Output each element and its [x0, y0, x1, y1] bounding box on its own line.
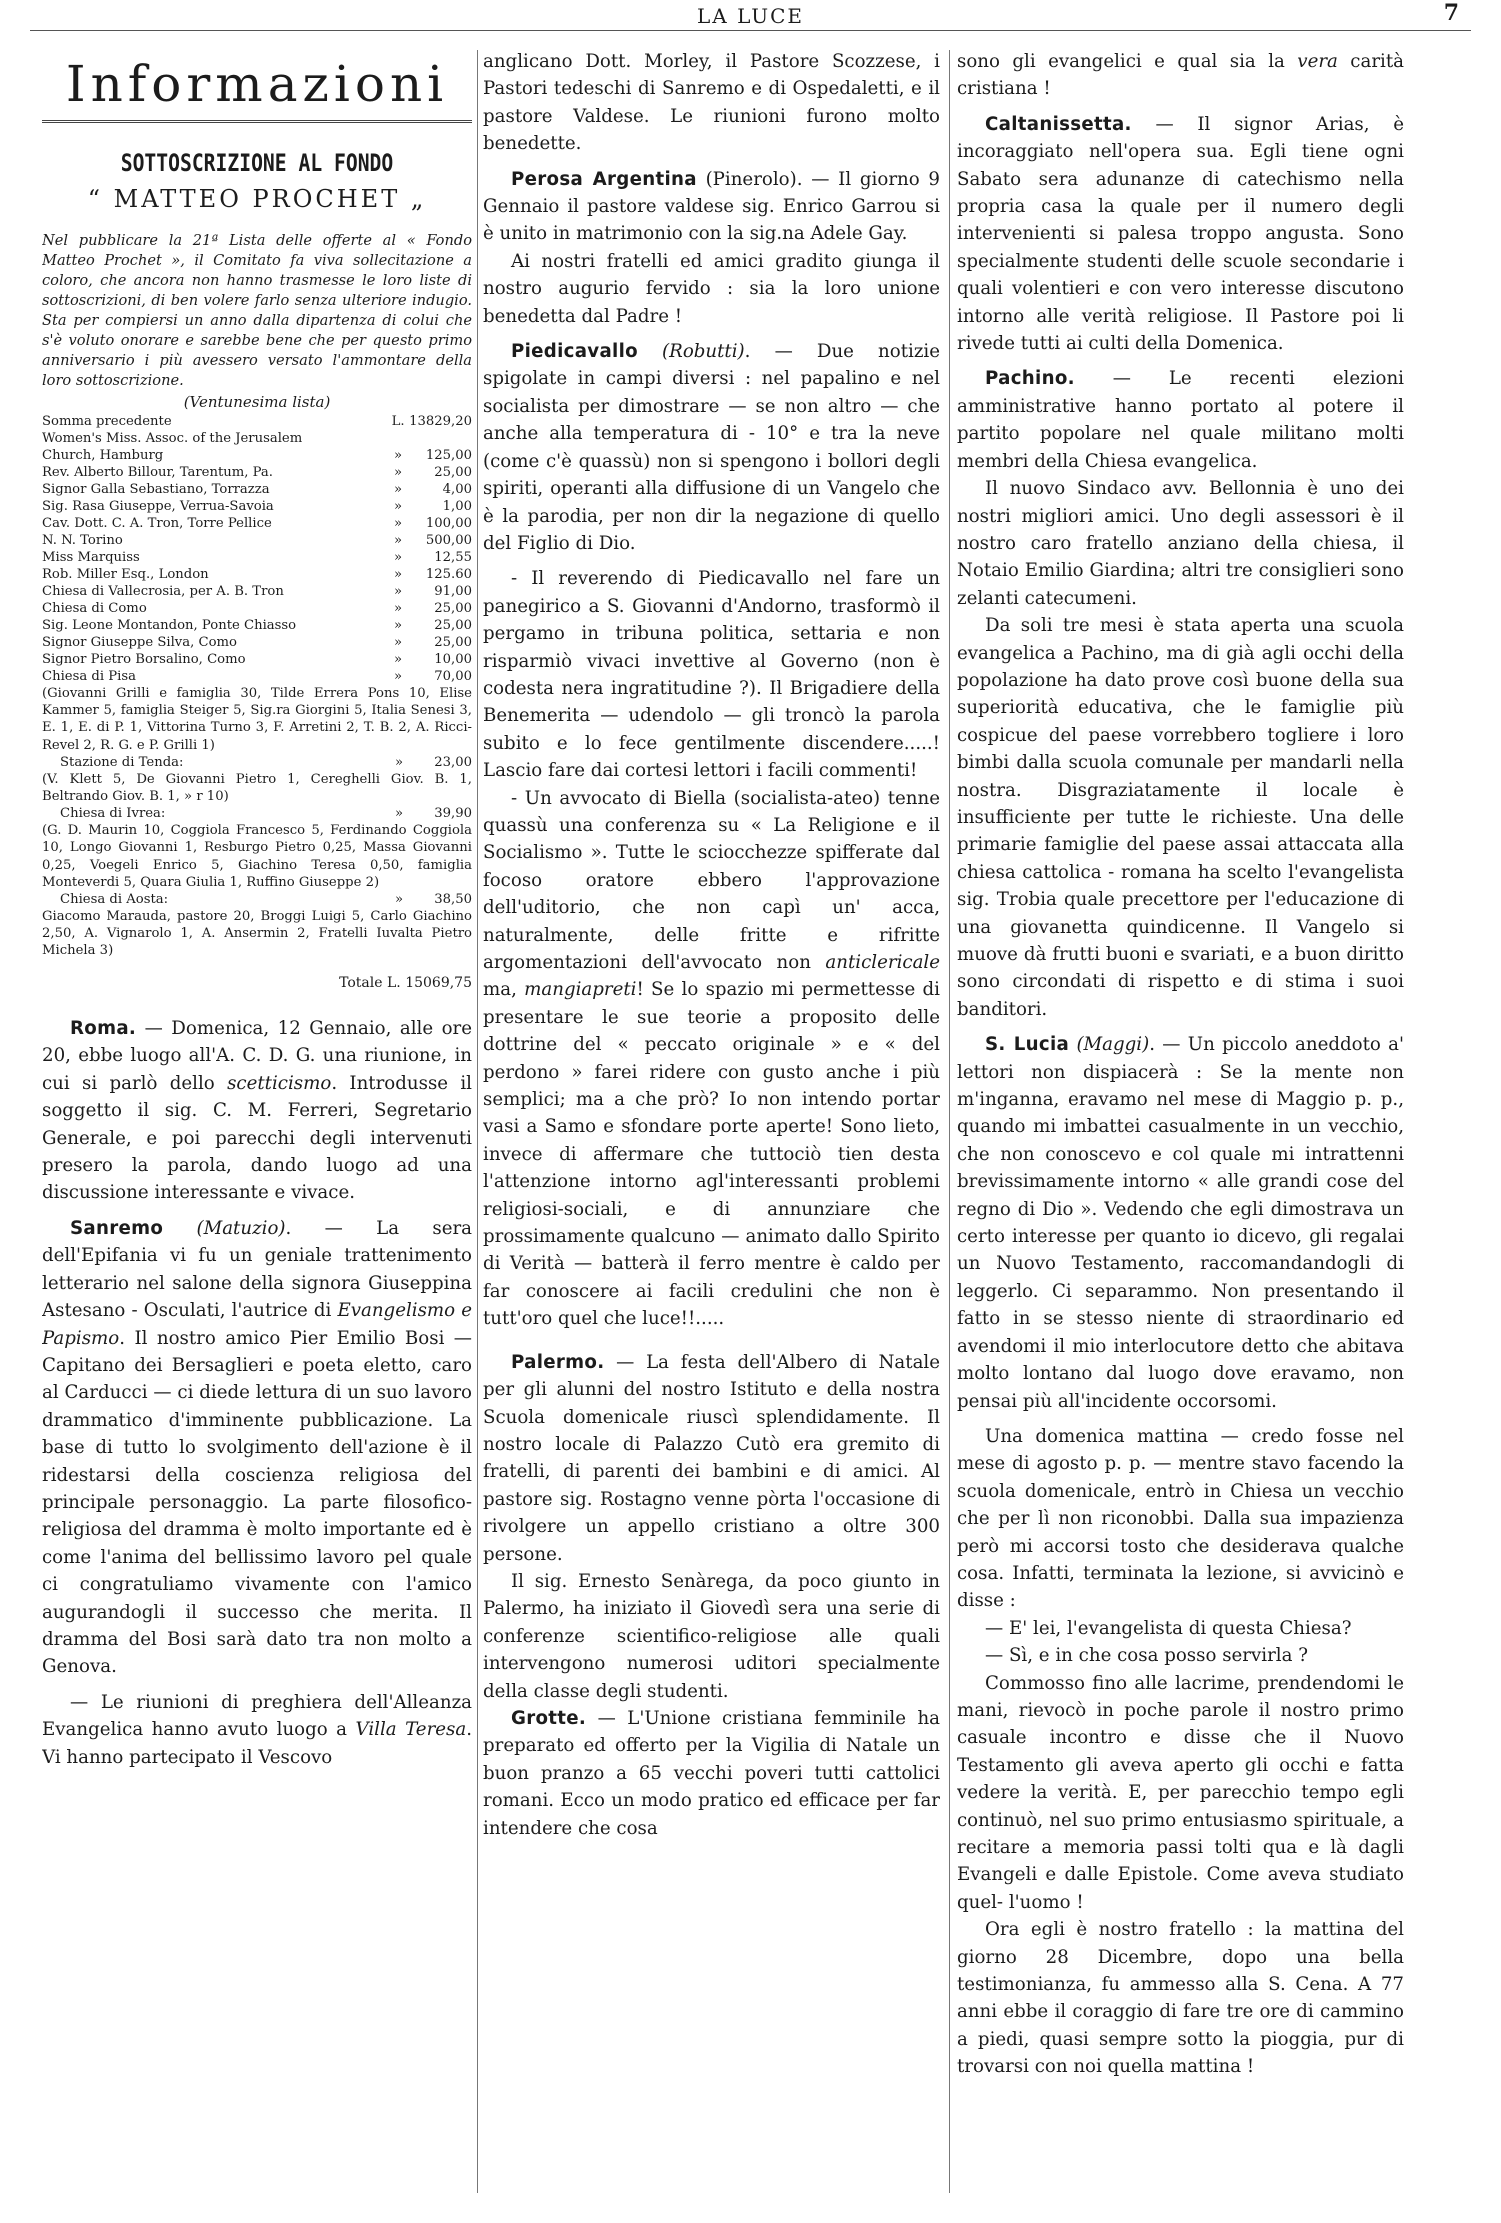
page-header	[0, 0, 1501, 36]
table-row	[42, 668, 472, 685]
donor-name: Sig. Rasa Giuseppe, Verrua-Savoia	[42, 499, 274, 514]
donation-amount: 23,00	[434, 754, 472, 770]
ditto-mark: »	[394, 754, 404, 770]
donation-amount: 12,55	[434, 550, 472, 565]
news-continued	[957, 48, 1404, 103]
place-heading: Sanremo	[70, 1217, 164, 1239]
column-divider	[949, 50, 950, 2193]
table-row	[42, 430, 472, 447]
donation-amount: 25,00	[434, 465, 472, 480]
donation-amount: 500,00	[425, 533, 472, 548]
donor-name: Chiesa di Aosta:	[60, 892, 169, 908]
donation-amount: 25,00	[434, 635, 472, 650]
news-text: ! Se lo spazio mi permettesse di presentare le sue teorie a proposito delle dottrine del « peccato originale » e « del perdono » farei ridere con gusto anche i più semplici; ma a che prò? Io non intendo portar vasi a Samo e sfondare porte aperte! Sono lieto, invece di affermare che tuttociò tien desta l'attenzione intorno agl'interessanti problemi religiosi-sociali, e di annunziare che prossimamente qualcuno — animato dallo Spirito di Verità — batterà il ferro mentre è caldo per far conoscere ai facili credulini che non è tutt'oro quel che luce!!.....	[483, 979, 940, 1330]
news-text: sono gli evangelici e qual sia la	[957, 51, 1298, 72]
donor-name: Chiesa di Ivrea:	[60, 806, 166, 822]
donor-name: N. N. Torino	[42, 533, 123, 548]
ditto-mark: »	[394, 652, 403, 667]
donor-name: Rob. Miller Esq., London	[42, 567, 209, 582]
news-continued: anglicano Dott. Morley, il Pastore Scozzese, i Pastori tedeschi di Sanremo e di Ospedaletti, e il pastore Valdese. Le riunioni furono molto benedette.	[483, 51, 940, 155]
news-paragraph: Una domenica mattina — credo fosse nel mese di agosto p. p. — mentre stavo facendo la scuola domenicale, entrò in Chiesa un vecchio che per lì non riconobbi. Dalla sua impazienza però mi accorsi tosto che desiderava qualche cosa. Infatti, terminata la lezione, si avvicinò e disse :	[957, 1425, 1404, 1612]
donation-amount: 10,00	[434, 652, 472, 667]
place-heading: Grotte.	[511, 1707, 587, 1729]
place-heading: Piedicavallo	[511, 341, 638, 363]
news-text: — Le riunioni di preghiera dell'Alleanza Evangelica hanno avuto luogo a	[42, 1691, 472, 1741]
place-heading: Caltanissetta.	[985, 113, 1132, 135]
donor-name: Rev. Alberto Billour, Tarentum, Pa.	[42, 465, 273, 480]
table-row	[42, 891, 472, 908]
news-grotte	[483, 1705, 940, 1842]
news-text: — La festa dell'Albero di Natale per gli alunni del nostro Istituto e della nostra Scuola domenicale riuscì splendidamente. Il nostro locale di Palazzo Cutò era gremito di fratelli, di parenti dei bambini e di amici. Al pastore sig. Rostagno venne pòrta l'occasione di rivolgere un appello cristiano a oltre 300 persone.	[483, 1351, 940, 1565]
header-rule	[30, 30, 1471, 31]
news-text: - Un avvocato di Biella (socialista-ateo) tenne quassù una conferenza su « La Religione e il Socialismo ». Tutte le sciocchezze spifferate dal focoso oratore ebbero l'approvazione dell'uditorio, che non capì un' acca, naturalmente, delle fritte e rifritte argomentazioni dell'avvocato non	[483, 787, 940, 973]
ditto-mark: »	[394, 499, 403, 514]
donation-amount: 25,00	[434, 601, 472, 616]
news-paragraph: Ora egli è nostro fratello : la mattina del giorno 28 Dicembre, dopo una bella testimonianza, fu ammesso alla S. Cena. A 77 anni ebbe il coraggio di fare tre ore di cammino a piedi, quasi sempre sotto la pioggia, pur di trovarsi con noi quella mattina !	[957, 1919, 1404, 2078]
news-perosa	[483, 166, 940, 248]
place-heading: Pachino.	[985, 368, 1075, 390]
ditto-mark: »	[394, 892, 404, 908]
table-row	[42, 754, 472, 771]
donor-name: Chiesa di Como	[42, 601, 147, 616]
news-text: ma,	[483, 979, 525, 1001]
news-italic: Villa Teresa	[355, 1719, 467, 1741]
page-number: 7	[1443, 0, 1459, 26]
subscription-intro: Nel pubblicare la 21ª Lista delle offerte al « Fondo Matteo Prochet », il Comitato fa viva sollecitazione a coloro, che ancora non hanno trasmesse le loro liste di sottoscrizioni, di ben volere farlo senza ulteriore indugio. Sta per compiersi un anno dalla dipartenza di colui che s'è voluto onorare e sarebbe bene che per questo primo anniversario i più avessero versato l'ammontare della loro sottoscrizione.	[42, 232, 472, 389]
news-roma	[42, 1015, 472, 1207]
news-text: — Il signor Arias, è incoraggiato nell'opera sua. Egli tiene ogni Sabato sera adunanze di catechismo nella propria casa la quale per il numero degli intervenienti si palesa troppo angusta. Sono specialmente studenti delle scuole secondarie i quali volentieri e con vero interesse discutono intorno alle verità religiose. Il Pastore poi li rivede tutti ai culti della Domenica.	[957, 113, 1404, 355]
donation-amount: 13829,20	[409, 414, 472, 429]
news-paragraph: Il nuovo Sindaco avv. Bellonnia è uno dei nostri migliori amici. Uno degli assessori è il nostro caro fratello anziano della chiesa, il Notaio Emilio Giardina; altri tre consiglieri sono zelanti catecumeni.	[957, 478, 1404, 609]
donor-name: Stazione di Tenda:	[60, 754, 184, 770]
donor-name: Miss Marquiss	[42, 550, 140, 565]
donation-table	[42, 754, 472, 771]
place-heading: S. Lucia	[985, 1034, 1070, 1056]
table-row	[42, 515, 472, 532]
news-santa-lucia	[957, 1031, 1404, 1415]
table-row	[42, 464, 472, 481]
donation-note: (V. Klett 5, De Giovanni Pietro 1, Cereghelli Giov. B. 1, Beltrando Giov. B. 1, » r 10)	[42, 771, 472, 805]
news-paragraph	[483, 785, 940, 1333]
news-italic: anticlericale	[825, 952, 940, 973]
news-text: . Il nostro amico Pier Emilio Bosi — Capitano dei Bersaglieri e poeta eletto, caro al Carducci — ci diede lettura di un suo lavoro drammatico d'imminente pubblicazione. La base di tutto lo svolgimento dell'azione è il ridestarsi della coscienza religiosa del principale personaggio. La parte filosofico-religiosa del dramma è molto importante ed è come l'anima del bellissimo lavoro pel quale ci congratuliamo vivamente con l'amico augurandogli il successo che merita. Il dramma del Bosi sarà dato tra non molto a Genova.	[42, 1327, 472, 1678]
table-row	[42, 532, 472, 549]
ditto-mark: »	[394, 465, 403, 480]
correspondent: (Matuzio)	[196, 1217, 286, 1239]
table-row	[42, 617, 472, 634]
donor-name: Signor Galla Sebastiano, Torrazza	[42, 482, 270, 497]
table-row	[42, 651, 472, 668]
subscription-heading: SOTTOSCRIZIONE AL FONDO	[120, 149, 394, 177]
news-text: — Le recenti elezioni amministrative hanno portato al potere il partito popolare nel quale militano molti membri della Chiesa evangelica.	[957, 368, 1404, 472]
donor-name: Signor Giuseppe Silva, Como	[42, 635, 237, 650]
ditto-mark: »	[394, 601, 403, 616]
donor-name: Cav. Dott. C. A. Tron, Torre Pellice	[42, 516, 272, 531]
news-pachino	[957, 365, 1404, 475]
correspondent: (Maggi)	[1076, 1034, 1150, 1056]
news-palermo	[483, 1349, 940, 1568]
donation-amount: 125.60	[425, 567, 472, 582]
ditto-mark: »	[394, 567, 403, 582]
subscription-fund-name: “ MATTEO PROCHET „	[87, 185, 427, 213]
table-row	[42, 549, 472, 566]
news-text: carità cristiana !	[957, 51, 1404, 100]
ditto-mark: »	[394, 482, 403, 497]
ditto-mark	[387, 430, 409, 447]
donation-amount: 39,90	[434, 806, 472, 822]
donation-note: (G. D. Maurin 10, Coggiola Francesco 5, Ferdinando Coggiola 10, Longo Giovanni 1, Resburgo Pietro 0,25, Massa Giovanni 0,25, Voegeli Enrico 5, Giachino Teresa 0,50, famiglia Monteverdi 5, Quara Giulia 1, Ruffino Giuseppe 2)	[42, 823, 472, 890]
donation-amount: 25,00	[434, 618, 472, 633]
donor-name: Chiesa di Pisa	[42, 669, 136, 684]
news-paragraph: — E' lei, l'evangelista di questa Chiesa?	[985, 1617, 1352, 1639]
donation-amount: 125,00	[425, 448, 472, 463]
donation-table	[42, 891, 472, 908]
donation-amount	[409, 430, 472, 447]
table-row	[42, 634, 472, 651]
place-heading: Roma.	[70, 1018, 137, 1040]
news-paragraph: Commosso fino alle lacrime, prendendomi le mani, rievocò in poche parole il nostro primo casuale incontro e disse che il Nuovo Testamento gli aveva aperto gli occhi e fatta vedere la verità. E, per parecchio tempo egli continuò, nel suo primo entusiasmo spirituale, a recitare a memoria passi tolti qua e là dagli Evangeli e dalle Epistole. Come aveva studiato quel- l'uomo !	[957, 1672, 1404, 1913]
place-heading: Palermo.	[511, 1351, 605, 1373]
list-title: (Ventunesima lista)	[183, 393, 331, 411]
news-paragraph: Il sig. Ernesto Senàrega, da poco giunto in Palermo, ha iniziato il Giovedì sera una serie di conferenze scientifico-religiose alle quali intervengono numerosi uditori specialmente della classe degli studenti.	[483, 1570, 940, 1702]
table-row	[42, 566, 472, 583]
news-text: (Pinerolo). — Il giorno 9 Gennaio il pastore valdese sig. Enrico Garrou si è unito in matrimonio con la sig.na Adele Gay.	[483, 168, 940, 245]
ditto-mark: L.	[391, 414, 405, 429]
donation-amount: 100,00	[425, 516, 472, 531]
news-paragraph: Ai nostri fratelli ed amici gradito giunga il nostro augurio fervido : sia la loro unione benedetta dal Padre !	[483, 250, 940, 327]
table-row	[42, 447, 472, 464]
ditto-mark: »	[394, 550, 403, 565]
ditto-mark: »	[394, 533, 403, 548]
news-text: . Vi hanno partecipato il Vescovo	[42, 1719, 472, 1768]
donation-table	[42, 805, 472, 822]
news-paragraph: - Il reverendo di Piedicavallo nel fare un panegirico a S. Giovanni d'Andorno, trasformò il pergamo in tribuna politica, settaria e non risparmiò vivaci invettive al Governo (non è codesta nera ingratitudine ?). Il Brigadiere della Benemerita — udendolo — gli troncò la parola subito e lo fece gentilmente discendere.....! Lascio fare dai cortesi lettori i facili commenti!	[483, 568, 940, 782]
donation-table	[42, 413, 472, 685]
running-title: LA LUCE	[696, 4, 805, 28]
section-title: Informazioni	[65, 55, 449, 113]
news-italic: scetticismo	[227, 1072, 332, 1094]
ditto-mark: »	[394, 448, 403, 463]
table-row	[42, 413, 472, 430]
news-piedicavallo	[483, 338, 940, 557]
news-caltanissetta	[957, 111, 1404, 358]
column-1	[42, 48, 472, 2213]
news-italic: Evangelismo e Papismo	[42, 1300, 472, 1349]
donor-name: Women's Miss. Assoc. of the Jerusalem	[42, 431, 303, 446]
news-paragraph: — Sì, e in che cosa posso servirla ?	[985, 1645, 1308, 1667]
table-row	[42, 583, 472, 600]
news-sanremo	[42, 1215, 472, 1681]
donation-amount: 91,00	[434, 584, 472, 599]
donation-note: (Giovanni Grilli e famiglia 30, Tilde Errera Pons 10, Elise Kammer 5, famiglia Steiger 5, Sig.ra Giorgini 5, Italia Senesi 3, E. 1, E. di P. 1, Vittorina Turno 3, F. Arretini 2, T. B. 2, A. Ricci-Revel 2, R. G. e P. Grilli 1)	[42, 686, 472, 753]
ditto-mark: »	[394, 669, 403, 684]
donation-amount: 38,50	[434, 892, 472, 908]
news-text: . — Due notizie spigolate in campi diversi : nel papalino e nel socialista per dimostrare — se non altro — che anche alla temperatura di - 10° e tra la neve (come c'è quassù) non si spengono i bollori degli spiriti, operanti alla diffusione di un Vangelo che è la parodia, per non dir la negazione di quello del Figlio di Dio.	[483, 341, 940, 554]
news-text: — Domenica, 12 Gennaio, alle ore 20, ebbe luogo all'A. C. D. G. una riunione, in cui si parlò dello	[42, 1018, 472, 1094]
ditto-mark: »	[394, 635, 403, 650]
donation-amount: 1,00	[442, 499, 472, 514]
news-text: . Introdusse il soggetto il sig. C. M. Ferreri, Segretario Generale, e poi parecchi degli intervenuti presero la parola, dando luogo ad una discussione interessante e vivace.	[42, 1072, 472, 1204]
title-rule	[42, 120, 472, 123]
donation-total: Totale L. 15069,75	[339, 974, 472, 991]
news-italic: vera	[1297, 51, 1338, 72]
news-text: . — La sera dell'Epifania vi fu un geniale trattenimento letterario nel salone della signora Giuseppina Astesano - Osculati, l'autrice di	[42, 1217, 472, 1322]
news-alleanza	[42, 1689, 472, 1771]
column-3	[957, 48, 1404, 2213]
table-row	[42, 600, 472, 617]
column-2	[483, 48, 940, 2213]
donor-name: Sig. Leone Montandon, Ponte Chiasso	[42, 618, 297, 633]
news-text: . — Un piccolo aneddoto a' lettori non dispiacerà : Se la mente non m'inganna, eravamo nel mese di Maggio p. p., quando mi imbattei casualmente in un vecchio, che non conoscevo e col quale mi intrattenni brevissimamente intorno « alle grandi cose del regno di Dio ». Vedendo che egli dimostrava un certo interesse per quanto io dicevo, gli regalai un Nuovo Testamento, raccomandandogli di leggerlo. Ci separammo. Non presentando il fatto in se stesso niente di straordinario ed avendomi il mio interlocutore detto che abitava molto lontano dal luogo dove eravamo, non pensai più all'incidente occorsomi.	[957, 1034, 1404, 1412]
news-paragraph: Da soli tre mesi è stata aperta una scuola evangelica a Pachino, ma di già agli occhi della popolazione ha dato prove così buone della sua superiorità educativa, che le famiglie più cospicue del paese vorrebbero togliere i loro bimbi dalla scuola comunale per mandarli nella nostra. Disgraziatamente il locale è insufficiente per tutte le richieste. Una delle primarie famiglie del paese assai attaccata alla chiesa cattolica - romana ha scelto l'evangelista sig. Trobia quale precettore per l'educazione di una giovanetta quindicenne. Il Vangelo si muove dà frutti buoni e svariati, e a buon diritto sono circondati di rispetto e di stima i suoi banditori.	[957, 615, 1404, 1020]
table-row	[42, 805, 472, 822]
donor-name: Chiesa di Vallecrosia, per A. B. Tron	[42, 584, 284, 599]
donor-name: Signor Pietro Borsalino, Como	[42, 652, 246, 667]
ditto-mark: »	[394, 806, 404, 822]
donation-amount: 4,00	[442, 482, 472, 497]
table-row	[42, 498, 472, 515]
donation-note: Giacomo Marauda, pastore 20, Broggi Luigi 5, Carlo Giachino 2,50, A. Vignarolo 1, A. Ansermin 2, Fratelli Iuvalta Pietro Michela 3)	[42, 909, 472, 959]
ditto-mark: »	[394, 516, 403, 531]
column-divider	[477, 50, 478, 2193]
place-heading: Perosa Argentina	[511, 168, 697, 190]
correspondent: (Robutti)	[662, 341, 745, 363]
news-text: — L'Unione cristiana femminile ha preparato ed offerto per la Vigilia di Natale un buon pranzo a 65 vecchi poveri tutti cattolici romani. Ecco un modo pratico ed efficace per far intendere che cosa	[483, 1707, 940, 1839]
ditto-mark: »	[394, 618, 403, 633]
donor-name: Church, Hamburg	[42, 448, 164, 463]
news-italic: mangiapreti	[524, 979, 637, 1001]
donation-amount: 70,00	[434, 669, 472, 684]
donor-name: Somma precedente	[42, 414, 172, 429]
table-row	[42, 481, 472, 498]
ditto-mark: »	[394, 584, 403, 599]
